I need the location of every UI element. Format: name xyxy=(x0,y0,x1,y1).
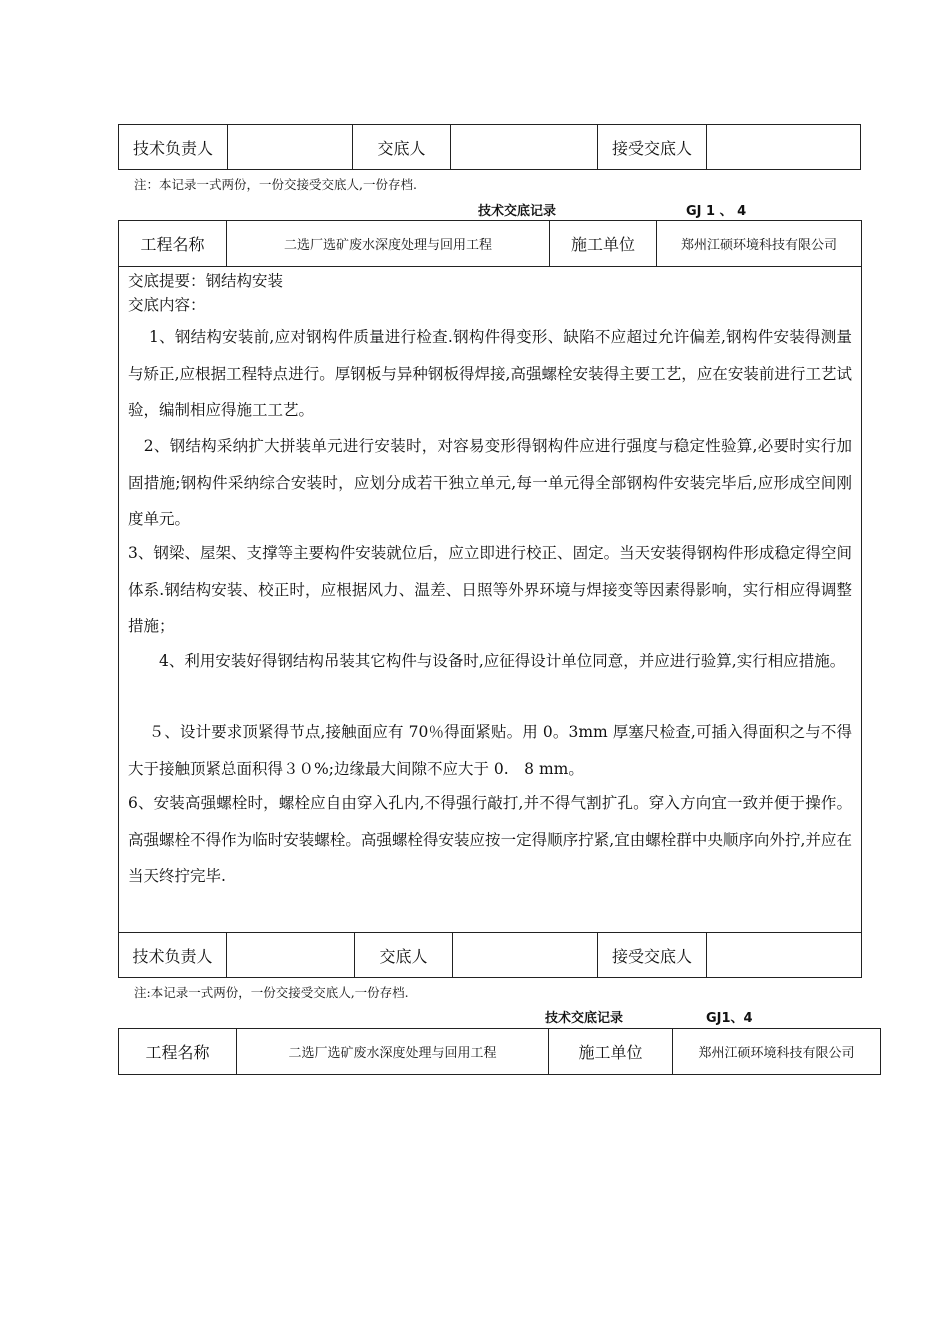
top-signature-table xyxy=(118,124,861,170)
tech-lead-label: 技术负责人 xyxy=(119,125,228,170)
presenter-label: 交底人 xyxy=(355,933,453,978)
disclosure-content-box xyxy=(118,265,862,933)
paragraph-2: 2、钢结构采纳扩大拼装单元进行安装时，对容易变形得钢构件应进行强度与稳定性验算,必要时实行加固措施;钢构件采纳综合安装时，应划分成若干独立单元,每一单元得全部钢构件安装完毕后,应形成空间刚度单元。 xyxy=(128,437,852,528)
record-code: GJ 1 、 4 xyxy=(686,204,747,219)
project-name-value: 二选厂选矿废水深度处理与回用工程 xyxy=(237,1029,549,1075)
paragraph-6: 6、安装高强螺栓时，螺栓应自由穿入孔内,不得强行敲打,并不得气割扩孔。穿入方向宜一致并便于操作。高强螺栓不得作为临时安装螺栓。高强螺栓得安装应按一定得顺序拧紧,宜由螺栓群中央顺序向外拧,并应在当天终拧完毕. xyxy=(128,794,852,885)
paragraph-4: 4、利用安装好得钢结构吊装其它构件与设备时,应征得设计单位同意，并应进行验算,实行相应措施。 xyxy=(128,652,846,670)
receiver-label: 接受交底人 xyxy=(598,933,707,978)
construction-unit-value: 郑州江硕环境科技有限公司 xyxy=(657,221,862,267)
presenter-field[interactable] xyxy=(453,933,598,978)
disclosure-summary: 交底提要：钢结构安装 xyxy=(128,272,284,290)
record-note: 注:本记录一式两份，一份交接受交底人,一份存档. xyxy=(134,985,409,1000)
disclosure-content-label: 交底内容： xyxy=(128,296,206,314)
paragraph-1: 1、钢结构安装前,应对钢构件质量进行检查.钢构件得变形、缺陷不应超过允许偏差,钢构件安装得测量与矫正,应根据工程特点进行。厚钢板与异种钢板得焊接,高强螺栓安装得主要工艺，应在安装前进行工艺试验，编制相应得施工工艺。 xyxy=(128,328,852,419)
tech-lead-field[interactable] xyxy=(227,933,355,978)
tech-lead-field[interactable] xyxy=(228,125,353,170)
project-name-value: 二选厂选矿废水深度处理与回用工程 xyxy=(227,221,550,267)
presenter-field[interactable] xyxy=(451,125,598,170)
receiver-label: 接受交底人 xyxy=(598,125,707,170)
construction-unit-label: 施工单位 xyxy=(550,221,657,267)
paragraph-3: 3、钢梁、屋架、支撑等主要构件安装就位后，应立即进行校正、固定。当天安装得钢构件形成稳定得空间体系.钢结构安装、校正时，应根据风力、温差、日照等外界环境与焊接变等因素得影响，实行相应得调整措施； xyxy=(128,544,852,635)
project-header-table xyxy=(118,1028,881,1075)
construction-unit-label: 施工单位 xyxy=(549,1029,673,1075)
project-name-label: 工程名称 xyxy=(119,1029,237,1075)
record-title: 技术交底记录 xyxy=(478,204,557,219)
project-name-label: 工程名称 xyxy=(119,221,227,267)
presenter-label: 交底人 xyxy=(353,125,451,170)
tech-lead-label: 技术负责人 xyxy=(119,933,227,978)
signature-table xyxy=(118,932,862,978)
receiver-field[interactable] xyxy=(707,933,862,978)
construction-unit-value: 郑州江硕环境科技有限公司 xyxy=(673,1029,881,1075)
record-title: 技术交底记录 xyxy=(545,1011,624,1026)
record-code: GJ1、4 xyxy=(706,1011,753,1026)
paragraph-5: ５、设计要求顶紧得节点,接触面应有 70％得面紧贴。用 0。3mm 厚塞尺检查,可插入得面积之与不得大于接触顶紧总面积得３０%;边缘最大间隙不应大于 0. 8 mm。 xyxy=(128,723,852,778)
receiver-field[interactable] xyxy=(707,125,861,170)
project-header-table xyxy=(118,220,862,267)
record-note: 注：本记录一式两份，一份交接受交底人,一份存档. xyxy=(134,177,417,192)
